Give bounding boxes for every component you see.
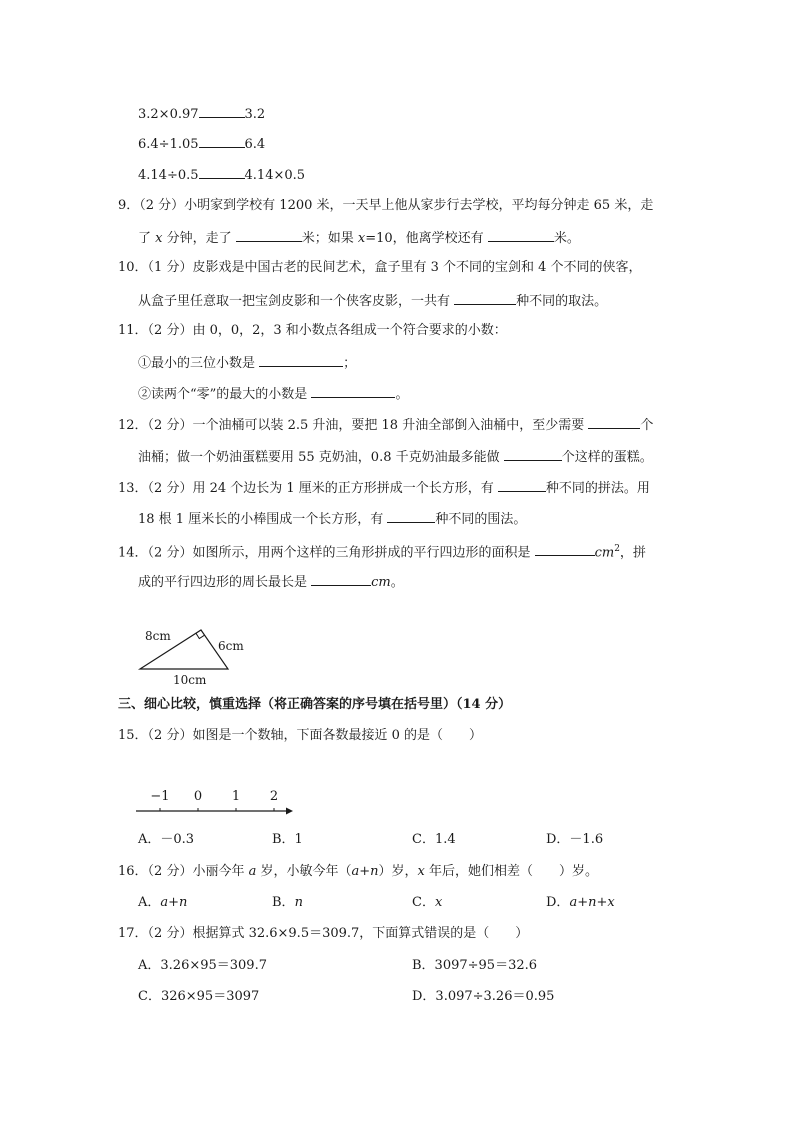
q13-text-d: 种不同的围法。 [435, 512, 527, 527]
q9-text-c: 米；如果 [301, 231, 358, 246]
q9-text-e: 米。 [553, 231, 580, 246]
q13-text-c: 18 根 1 厘米长的小棒围成一个长方形，有 [138, 512, 388, 527]
tick-label-1: 1 [231, 789, 241, 804]
q9-blank-1[interactable] [236, 227, 302, 242]
arrow-head-icon [286, 808, 293, 815]
q8-c-right: 4.14×0.5 [244, 168, 306, 183]
q10-line2 [138, 290, 607, 312]
q10-text-b: 种不同的取法。 [516, 294, 608, 309]
q16-var-an: a+n [351, 864, 379, 879]
q16-option-d-label: D． [546, 895, 570, 910]
tick-label-0: 0 [193, 789, 203, 804]
q9-text-b: 分钟，走了 [162, 231, 236, 246]
q14-text-a: 14．（2 分）如图所示，用两个这样的三角形拼成的平行四边形的面积是 [118, 545, 535, 561]
q14-text-b: ，拼 [619, 545, 646, 561]
q12-text-b: 个 [640, 418, 654, 433]
q9-line1: 9．（2 分）小明家到学校有 1200 米，一天早上他从家步行去学校，平均每分钟走 65 米，走 [118, 198, 654, 213]
q17-option-d[interactable]: D．3.097÷3.26＝0.95 [412, 989, 555, 1004]
q14-text-d: 。 [390, 575, 404, 590]
q16-option-a-value: a+n [160, 895, 188, 910]
q13-line1 [118, 477, 650, 499]
q16-option-c-value: x [434, 895, 443, 910]
q9-blank-2[interactable] [488, 227, 554, 242]
q16-option-b-label: B． [272, 895, 295, 910]
label-10cm: 10cm [173, 673, 207, 687]
q10-blank[interactable] [454, 290, 516, 305]
q16-option-a[interactable] [138, 893, 187, 913]
q14-unit-1: cm [594, 545, 615, 561]
q11-sub1 [138, 352, 356, 374]
label-6cm: 6cm [218, 639, 244, 653]
q9-line2 [138, 227, 580, 249]
q13-text-b: 种不同的拼法。用 [545, 481, 650, 496]
q8-a-blank[interactable] [199, 103, 245, 118]
q16-option-b-value: n [294, 895, 303, 910]
q14-sup: 2 [614, 544, 620, 554]
q15-stem: 15．（2 分）如图是一个数轴，下面各数最接近 0 的是（ ） [118, 728, 482, 743]
q8-a-left: 3.2×0.97 [138, 107, 199, 122]
q12-blank-1[interactable] [588, 414, 640, 429]
q11-sub2-end: 。 [395, 387, 409, 402]
q12-line2 [138, 446, 653, 468]
q16-option-d[interactable] [546, 893, 615, 913]
q13-blank-2[interactable] [387, 508, 435, 523]
q9-var-x: x [155, 231, 163, 246]
q11-blank-2[interactable] [311, 383, 395, 398]
q16-var-a: a [248, 864, 257, 879]
tick-label-2: 2 [269, 789, 279, 804]
q8-c-left: 4.14÷0.5 [138, 168, 199, 183]
number-line [132, 784, 302, 824]
q14-unit-2: cm [371, 575, 391, 590]
q16-stem [118, 862, 598, 882]
q16-option-c-label: C． [412, 895, 435, 910]
q16-text-b: 岁，小敏今年（ [256, 864, 352, 879]
q8-c-blank[interactable] [199, 164, 245, 179]
q12-text-d: 个这样的蛋糕。 [561, 450, 653, 465]
q14-text-c: 成的平行四边形的周长最长是 [138, 575, 312, 590]
q9-text-a: 了 [138, 231, 156, 246]
q16-text-d: 年后，她们相差（ ）岁。 [424, 864, 598, 879]
q16-option-a-label: A． [138, 895, 161, 910]
q8-b-left: 6.4÷1.05 [138, 137, 199, 152]
q12-text-c: 油桶；做一个奶油蛋糕要用 55 克奶油，0.8 千克奶油最多能做 [138, 450, 504, 465]
q11-blank-1[interactable] [259, 352, 343, 367]
q13-line2 [138, 508, 526, 530]
q8-b-blank[interactable] [199, 133, 245, 148]
q14-blank-1[interactable] [535, 541, 595, 556]
q13-blank-1[interactable] [498, 477, 546, 492]
q13-text-a: 13．（2 分）用 24 个边长为 1 厘米的正方形拼成一个长方形，有 [118, 481, 498, 496]
section-3-heading: 三、细心比较，慎重选择（将正确答案的序号填在括号里）（14 分） [118, 697, 512, 712]
q11-sub2-text: ②读两个“零”的最大的小数是 [138, 387, 312, 402]
q11-line1: 11．（2 分）由 0，0，2，3 和小数点各组成一个符合要求的小数： [118, 323, 507, 338]
q14-blank-2[interactable] [311, 571, 371, 586]
q10-text-a: 从盒子里任意取一把宝剑皮影和一个侠客皮影，一共有 [138, 294, 455, 309]
tick-label-neg1: −1 [150, 789, 170, 804]
q16-option-d-value: a+n+x [569, 895, 615, 910]
q17-option-a[interactable]: A．3.26×95＝309.7 [138, 958, 267, 973]
q15-option-b[interactable]: B．1 [272, 832, 303, 847]
q12-line1 [118, 414, 653, 436]
q11-sub1-end: ； [343, 356, 357, 371]
q17-option-c[interactable]: C．326×95＝3097 [138, 989, 260, 1004]
q17-stem: 17．（2 分）根据算式 32.6×9.5＝309.7，下面算式错误的是（ ） [118, 926, 529, 941]
label-8cm: 8cm [145, 629, 171, 643]
q15-option-c[interactable]: C．1.4 [412, 832, 456, 847]
q11-sub1-text: ①最小的三位小数是 [138, 356, 260, 371]
q8-line-b [138, 133, 265, 155]
q16-option-c[interactable] [412, 893, 442, 913]
q16-var-x: x [417, 864, 425, 879]
q9-var-x-2: x [357, 231, 366, 246]
q12-blank-2[interactable] [504, 446, 562, 461]
q15-option-a[interactable]: A．－0.3 [138, 832, 195, 847]
q8-b-right: 6.4 [244, 137, 266, 152]
q9-text-d: =10，他离学校还有 [365, 231, 488, 246]
q8-line-c [138, 164, 305, 186]
q14-line2 [138, 571, 404, 593]
q8-a-right: 3.2 [244, 107, 266, 122]
q10-line1: 10．（1 分）皮影戏是中国古老的民间艺术，盒子里有 3 个不同的宝剑和 4 个不同的侠客， [118, 260, 642, 275]
q16-text-a: 16．（2 分）小丽今年 [118, 864, 249, 879]
q14-line1 [118, 539, 646, 563]
q11-sub2 [138, 383, 408, 405]
q12-text-a: 12．（2 分）一个油桶可以装 2.5 升油，要把 18 升油全部倒入油桶中，至少需要 [118, 418, 589, 433]
q8-line-a [138, 103, 265, 125]
triangle-figure [130, 624, 290, 688]
right-angle-mark [196, 633, 204, 638]
q15-option-d[interactable]: D．－1.6 [546, 832, 604, 847]
q16-option-b[interactable] [272, 893, 303, 913]
q16-text-c: ）岁， [378, 864, 418, 879]
q17-option-b[interactable]: B．3097÷95＝32.6 [412, 958, 538, 973]
